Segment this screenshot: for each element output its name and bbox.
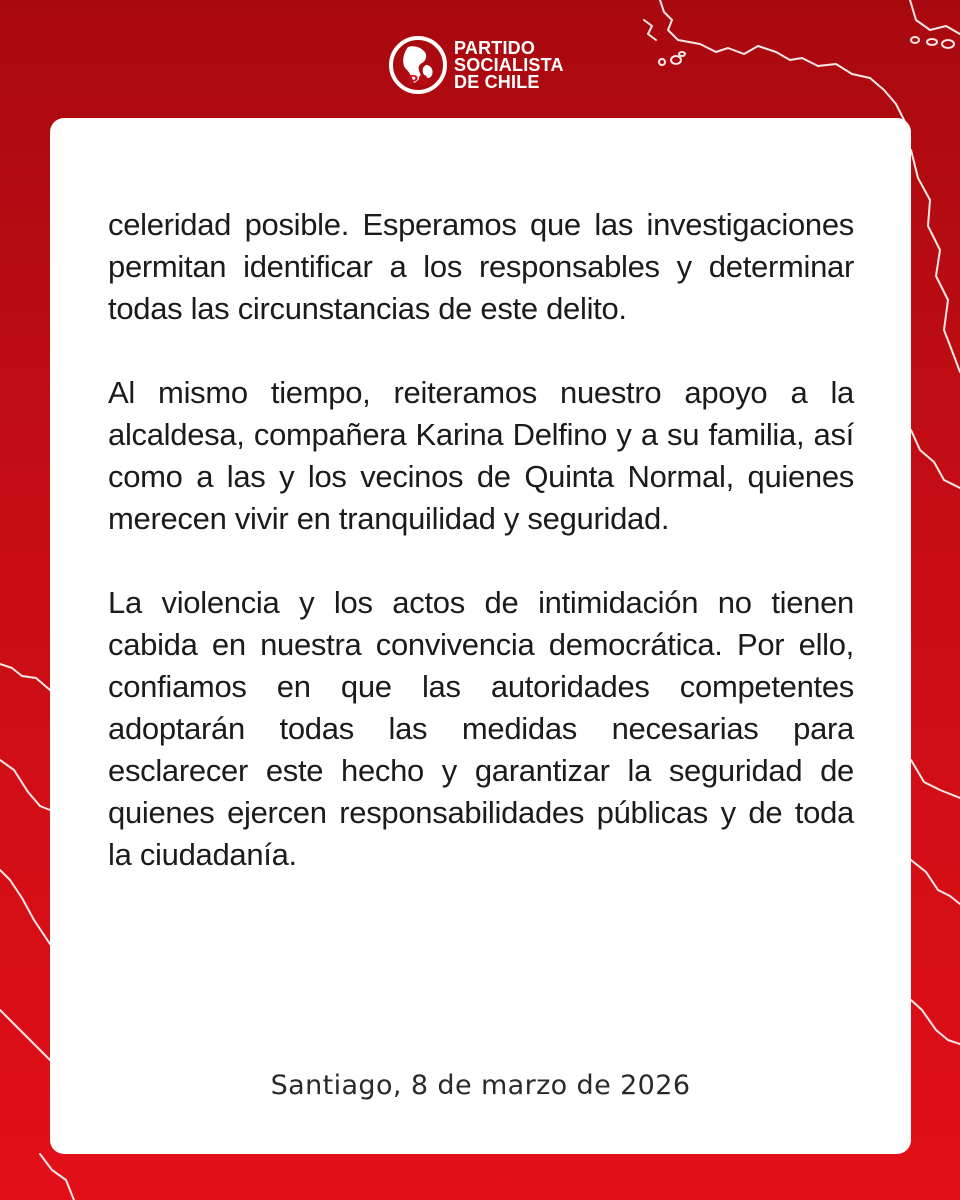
party-logo bbox=[388, 30, 588, 100]
place-and-date: Santiago, 8 de marzo de 2026 bbox=[270, 1070, 691, 1101]
logo-monogram: PS bbox=[407, 72, 429, 89]
logo-line-2: SOCIALISTA bbox=[454, 54, 564, 75]
logo-line-3: DE CHILE bbox=[454, 71, 540, 92]
statement-paragraph-2: Al mismo tiempo, reiteramos nuestro apoyo a la alcaldesa, compañera Karina Delfino y a su familia, así como a las y los vecinos de Quinta Normal, quienes merecen vivir en tranquilidad y seguridad. bbox=[108, 375, 854, 536]
statement-card bbox=[50, 118, 911, 1154]
logo-line-1: PARTIDO bbox=[454, 37, 536, 58]
party-emblem-icon bbox=[388, 35, 448, 95]
logo-wordmark bbox=[454, 37, 564, 92]
statement-body bbox=[108, 204, 854, 876]
statement-paragraph-3: La violencia y los actos de intimidación no tienen cabida en nuestra convivencia democrática. Por ello, confiamos en que las autoridades competentes adoptarán todas las medidas necesarias para esclarecer este hecho y garantizar la seguridad de quienes ejercen responsabilidades públicas y de toda la ciudadanía. bbox=[108, 585, 854, 872]
statement-paragraph-1: celeridad posible. Esperamos que las investigaciones permitan identificar a los responsables y determinar todas las circunstancias de este delito. bbox=[108, 207, 854, 326]
